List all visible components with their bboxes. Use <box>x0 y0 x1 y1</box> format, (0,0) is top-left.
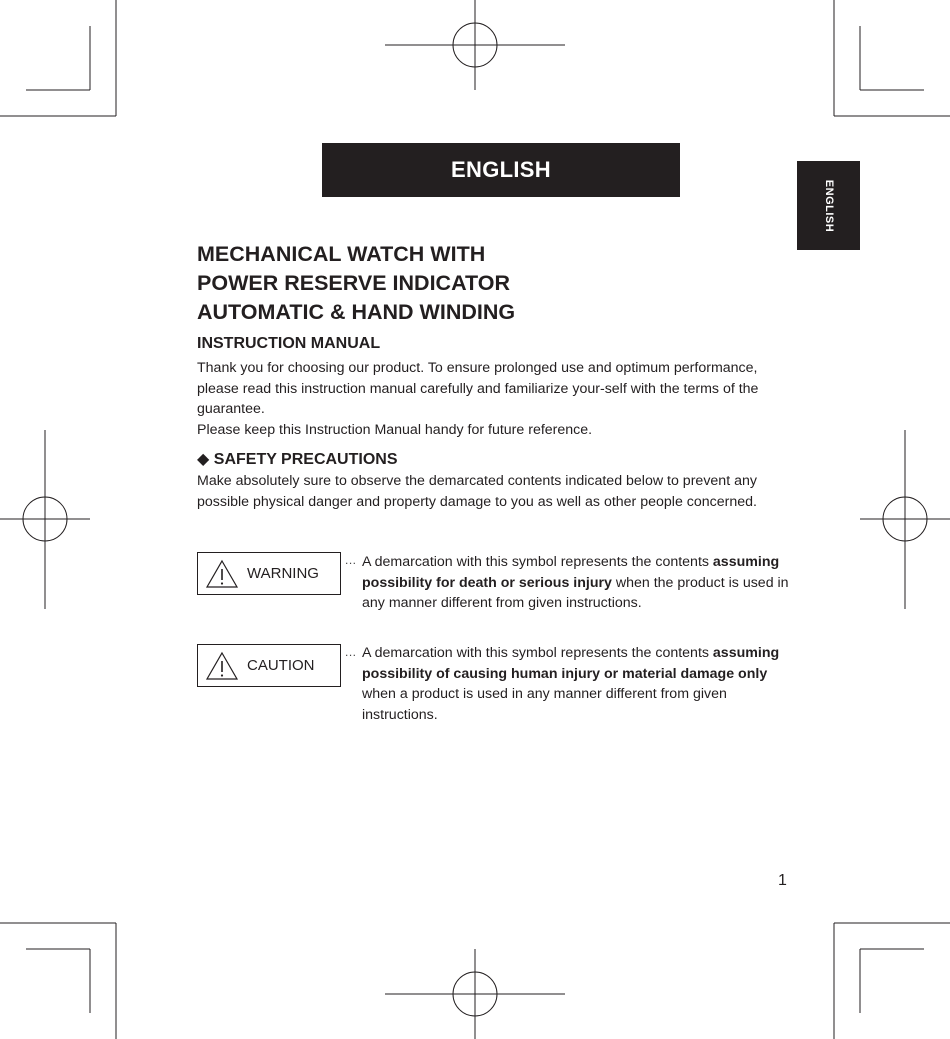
language-side-tab <box>797 161 860 250</box>
caution-description <box>362 643 792 725</box>
language-banner <box>322 143 680 197</box>
caution-leader-dots: ... <box>345 645 357 659</box>
safety-heading <box>197 449 398 469</box>
page-number: 1 <box>778 872 787 889</box>
warning-text-before: A demarcation with this symbol represents the contents <box>362 554 713 570</box>
warning-text-bold: assuming possibility for death or serious injury <box>362 554 780 591</box>
language-side-tab-label: ENGLISH <box>822 179 835 232</box>
caution-text-bold: assuming possibility of causing human injury or material damage only <box>362 645 780 682</box>
caution-triangle-icon <box>205 651 239 681</box>
warning-leader-dots: ... <box>345 553 357 567</box>
caution-text-before: A demarcation with this symbol represents the contents <box>362 645 713 661</box>
intro-paragraph-1: Thank you for choosing our product. To ensure prolonged use and optimum performance, please read this instruction manual carefully and familiarize your-self with the terms of the guarantee. <box>197 360 759 417</box>
safety-heading-text: SAFETY PRECAUTIONS <box>213 451 398 468</box>
warning-label: WARNING <box>247 565 319 582</box>
product-title <box>197 240 515 327</box>
product-title-line-3: AUTOMATIC & HAND WINDING <box>197 300 516 324</box>
warning-text-after: when the product is used in any manner different from given instructions. <box>362 574 789 611</box>
manual-subtitle: INSTRUCTION MANUAL <box>197 335 381 352</box>
product-title-line-2: POWER RESERVE INDICATOR <box>197 271 510 295</box>
caution-label: CAUTION <box>247 657 315 674</box>
safety-text: Make absolutely sure to observe the demarcated contents indicated below to prevent any possible physical danger and property damage to you as well as other people concerned. <box>197 473 757 510</box>
intro-paragraph-2: Please keep this Instruction Manual handy for future reference. <box>197 421 593 438</box>
caution-text-after: when a product is used in any manner different from given instructions. <box>362 686 727 723</box>
warning-triangle-icon <box>205 559 239 589</box>
intro-text <box>197 358 797 440</box>
caution-label-box <box>197 644 341 687</box>
diamond-bullet-icon: ◆ <box>197 451 210 468</box>
language-banner-label: ENGLISH <box>451 157 551 182</box>
product-title-line-1: MECHANICAL WATCH WITH <box>197 242 486 266</box>
warning-description <box>362 552 792 614</box>
warning-label-box <box>197 552 341 595</box>
